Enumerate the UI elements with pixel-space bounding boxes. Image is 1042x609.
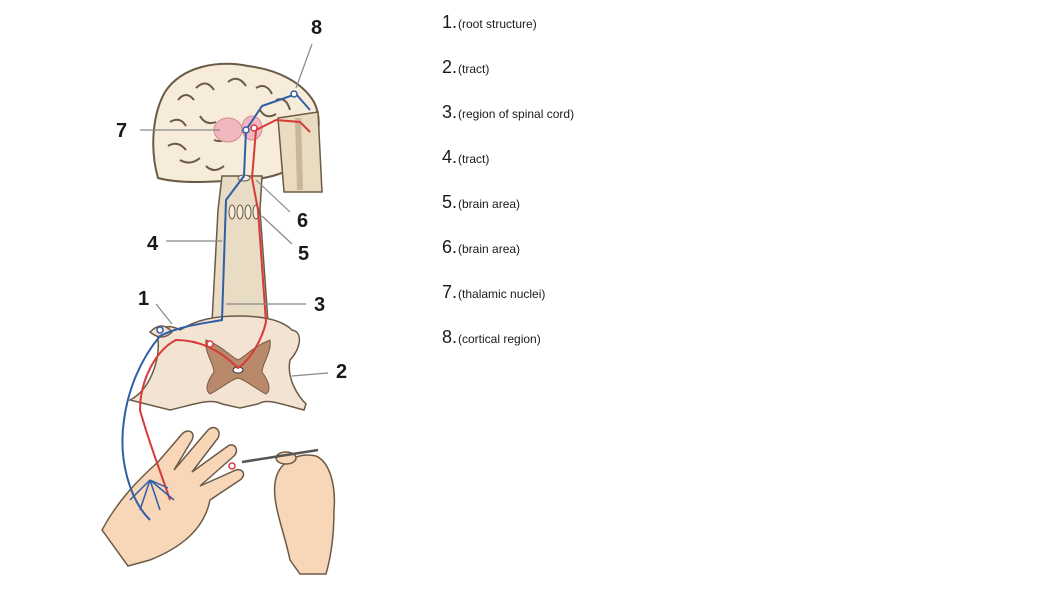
- key-item: [442, 192, 574, 237]
- key-item: [442, 102, 574, 147]
- key-number: 2.: [442, 57, 458, 77]
- key-number: 6.: [442, 237, 458, 257]
- key-number: 8.: [442, 327, 458, 347]
- key-number: 7.: [442, 282, 458, 302]
- key-number: 5.: [442, 192, 458, 212]
- key-hint: (region of spinal cord): [458, 107, 575, 121]
- key-item: [442, 12, 574, 57]
- key-hint: (cortical region): [458, 332, 541, 346]
- key-item: [442, 237, 574, 282]
- key-item: [442, 327, 574, 372]
- callout-4: 4: [147, 233, 159, 255]
- key-hint: (root structure): [458, 17, 537, 31]
- key-item: [442, 147, 574, 192]
- key-hint: (thalamic nuclei): [458, 287, 546, 301]
- callout-3: 3: [314, 294, 326, 316]
- sensory-pathway-illustration: [0, 0, 400, 609]
- key-number: 4.: [442, 147, 458, 167]
- brainstem: [212, 176, 268, 322]
- callout-5: 5: [298, 243, 310, 265]
- key-hint: (brain area): [458, 242, 521, 256]
- key-item: [442, 57, 574, 102]
- key-number: 3.: [442, 102, 458, 122]
- key-hint: (brain area): [458, 197, 521, 211]
- callout-6: 6: [297, 210, 309, 232]
- key-hint: (tract): [458, 62, 490, 76]
- callout-2: 2: [336, 361, 348, 383]
- callout-1: 1: [138, 288, 150, 310]
- key-number: 1.: [442, 12, 458, 32]
- callout-7: 7: [116, 120, 128, 142]
- callout-8: 8: [311, 17, 323, 39]
- label-key: [442, 12, 574, 372]
- right-hand: [275, 452, 335, 574]
- key-hint: (tract): [458, 152, 490, 166]
- key-item: [442, 282, 574, 327]
